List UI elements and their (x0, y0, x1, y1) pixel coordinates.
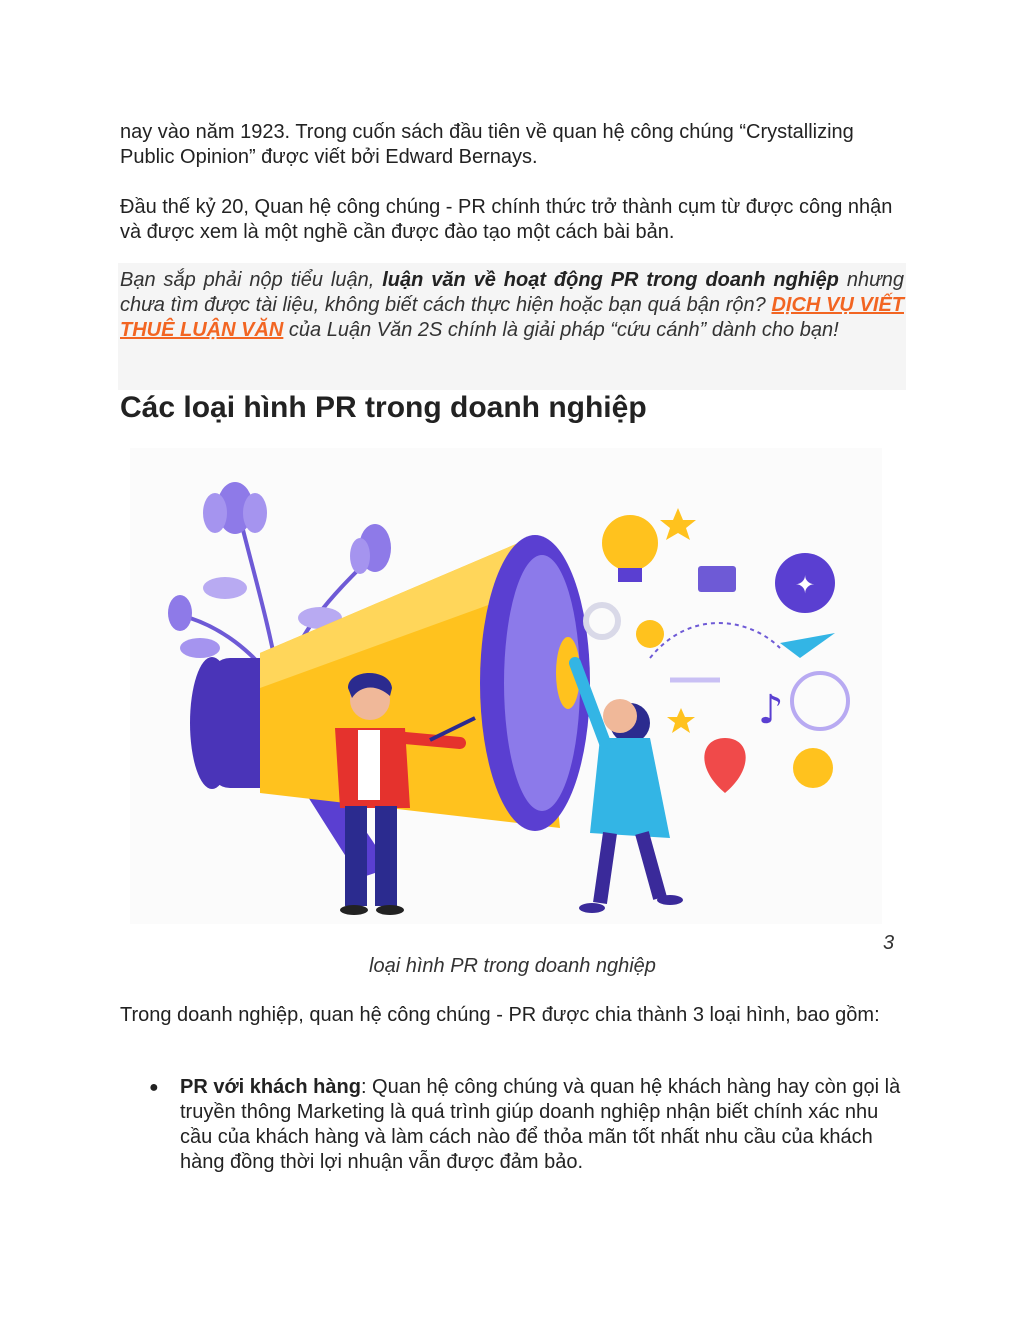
figure-caption-number: 3 (883, 932, 895, 954)
callout-middle: nhưng chưa tìm được tài liệu, không biết cách thực hiện hoặc bạn quá bận rộn? (120, 269, 904, 316)
list-item-text: : Quan hệ công chúng và quan hệ khách hàng hay còn gọi là truyền thông Marketing là quá trình giúp doanh nghiệp nhận biết chính xác nhu cầu của khách hàng và làm cách nào để thỏa mãn tốt nhất nhu cầu của khách hàng đồng thời lợi nhuận vẫn được đảm bảo. (180, 1076, 901, 1173)
lightbulb-icon (602, 515, 658, 582)
list-item (149, 1075, 905, 1175)
promo-callout-text (118, 263, 906, 343)
star-icon (660, 508, 696, 540)
clock-icon (792, 673, 848, 729)
paper-plane-icon (780, 633, 835, 658)
figure-caption: loại hình PR trong doanh nghiệp (369, 955, 656, 977)
chat-bubbles-icon (775, 553, 835, 613)
callout-ending: của Luận Văn 2S chính là giải pháp “cứu cánh” dành cho bạn! (283, 319, 839, 341)
megaphone-illustration-svg (130, 448, 882, 924)
envelope-icon (698, 566, 736, 592)
music-note-icon: ♪ (758, 687, 784, 733)
emoji-icon (793, 748, 833, 788)
list-item-title: PR với khách hàng (180, 1076, 361, 1098)
svg-text:✦: ✦ (794, 571, 816, 599)
callout-intro: Bạn sắp phải nộp tiểu luận, (120, 269, 383, 291)
pr-megaphone-illustration (130, 448, 882, 924)
gear-icon (586, 605, 618, 637)
paragraph-20th-century: Đầu thế kỷ 20, Quan hệ công chúng - PR chính thức trở thành cụm từ được công nhận và được xem là một nghề cần được đào tạo một cách bài bản. (120, 196, 893, 243)
paragraph-pr-types-intro: Trong doanh nghiệp, quan hệ công chúng - PR được chia thành 3 loại hình, bao gồm: (120, 1004, 880, 1026)
bullet-icon: ● (149, 1079, 159, 1096)
pr-types-list (149, 1075, 905, 1175)
location-pin-icon (704, 738, 745, 793)
thesis-service-link[interactable]: DỊCH VỤ VIẾT THUÊ LUẬN VĂN (120, 294, 904, 341)
promo-callout-box (118, 263, 906, 390)
dotted-arrow-icon (650, 623, 780, 658)
coin-icon (636, 620, 664, 648)
paragraph-history: nay vào năm 1923. Trong cuốn sách đầu tiên về quan hệ công chúng “Crystallizing Public Opinion” được viết bởi Edward Bernays. (120, 121, 854, 168)
section-heading: Các loại hình PR trong doanh nghiệp (120, 391, 647, 424)
star-small-icon (667, 708, 695, 733)
woman-pointing-icon (575, 663, 683, 913)
thesis-topic-link[interactable]: luận văn về hoạt động PR trong doanh nghiệp (382, 269, 839, 291)
